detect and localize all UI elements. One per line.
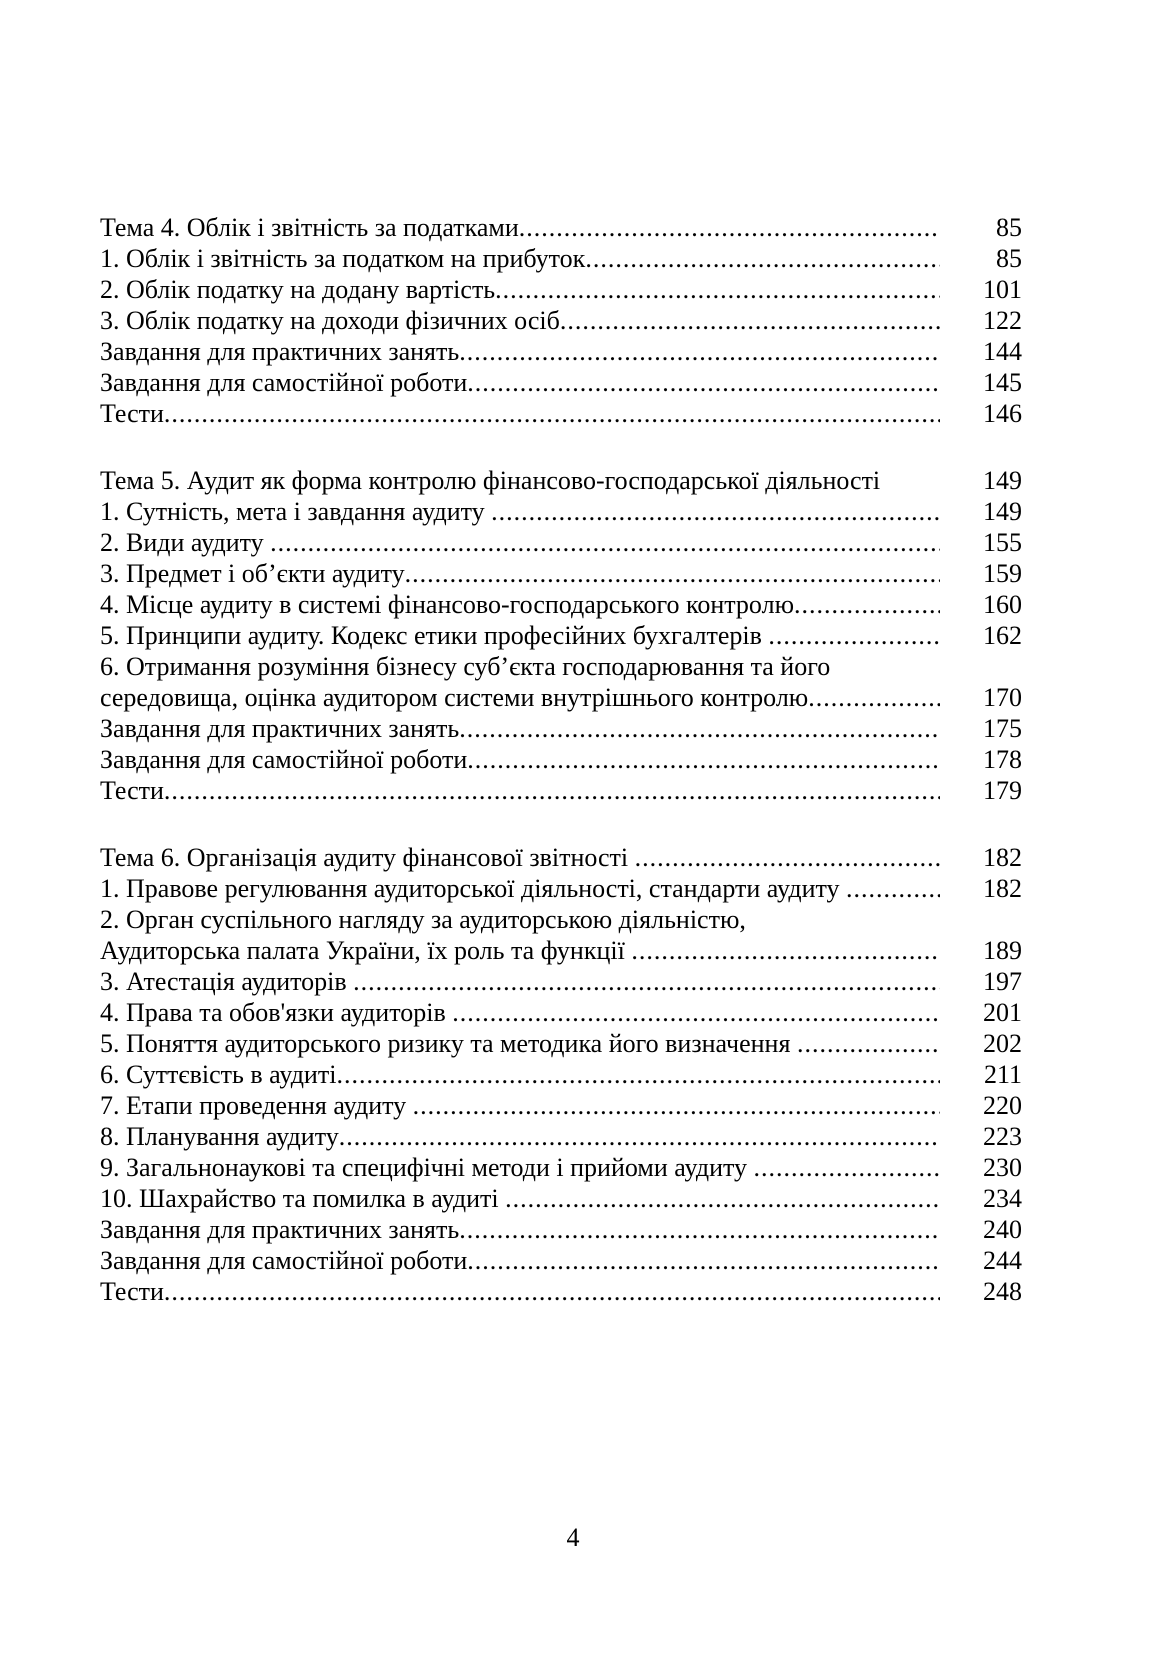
toc-entry xyxy=(100,336,1022,367)
dot-leader xyxy=(467,744,940,775)
dot-leader xyxy=(768,620,940,651)
toc-entry xyxy=(100,496,1022,527)
toc-entry xyxy=(100,651,1022,682)
toc-entry-text: Завдання для практичних занять xyxy=(100,714,460,743)
toc-entry-text: 6. Суттєвість в аудиті xyxy=(100,1060,337,1089)
toc-entry-text: Тести xyxy=(100,1277,164,1306)
toc-entry xyxy=(100,682,1022,713)
toc-entry xyxy=(100,1276,1022,1307)
dot-leader xyxy=(467,1245,940,1276)
toc-entry-text: Завдання для практичних занять xyxy=(100,1215,460,1244)
toc-entry xyxy=(100,966,1022,997)
dot-leader xyxy=(459,1214,940,1245)
toc-entry-text: 10. Шахрайство та помилка в аудиті xyxy=(100,1184,506,1213)
toc-entry xyxy=(100,1090,1022,1121)
dot-leader xyxy=(164,775,940,806)
toc-entry-text: 8. Планування аудиту xyxy=(100,1122,339,1151)
toc-entry-page: 101 xyxy=(983,275,1022,304)
toc-entry-text: Тести xyxy=(100,776,164,805)
toc-entry-page: 170 xyxy=(983,683,1022,712)
toc-entry xyxy=(100,465,1022,496)
toc-entry-text: 4. Права та обов'язки аудиторів xyxy=(100,998,453,1027)
toc-entry-text: 4. Місце аудиту в системі фінансово-господарського контролю xyxy=(100,590,794,619)
toc-entry-text: середовища, оцінка аудитором системи внутрішнього контролю xyxy=(100,683,809,712)
toc-entry-page: 240 xyxy=(983,1215,1022,1244)
toc-entry-page: 201 xyxy=(983,998,1022,1027)
toc-entry xyxy=(100,527,1022,558)
dot-leader xyxy=(270,527,940,558)
toc-entry-page: 223 xyxy=(983,1122,1022,1151)
toc-entry-text: 2. Орган суспільного нагляду за аудиторською діяльністю, xyxy=(100,905,746,934)
toc-entry-page: 144 xyxy=(983,337,1022,366)
toc-entry-text: 1. Сутність, мета і завдання аудиту xyxy=(100,497,492,526)
dot-leader xyxy=(505,1183,940,1214)
toc-section xyxy=(100,465,1022,806)
toc-entry xyxy=(100,620,1022,651)
toc-entry xyxy=(100,1183,1022,1214)
toc-entry-text: 5. Поняття аудиторського ризику та методика його визначення xyxy=(100,1029,797,1058)
toc-entry xyxy=(100,398,1022,429)
toc-entry-page: 202 xyxy=(983,1029,1022,1058)
dot-leader xyxy=(405,558,940,589)
toc-entry xyxy=(100,1059,1022,1090)
toc-entry-text: 9. Загальнонаукові та специфічні методи і прийоми аудиту xyxy=(100,1153,754,1182)
dot-leader xyxy=(459,713,940,744)
toc-entry-page: 178 xyxy=(983,745,1022,774)
toc-entry-page: 179 xyxy=(983,776,1022,805)
toc-entry-page: 159 xyxy=(983,559,1022,588)
toc-entry xyxy=(100,212,1022,243)
toc-entry-text: Тести xyxy=(100,399,164,428)
toc-entry xyxy=(100,713,1022,744)
toc-entry-page: 149 xyxy=(983,497,1022,526)
toc-entry-text: 1. Правове регулювання аудиторської діяльності, стандарти аудиту xyxy=(100,874,847,903)
toc-entry-text: 3. Предмет і об’єкти аудиту xyxy=(100,559,405,588)
toc-entry-text: Тема 6. Організація аудиту фінансової звітності xyxy=(100,843,635,872)
toc-entry-text: 3. Облік податку на доходи фізичних осіб xyxy=(100,306,560,335)
toc-entry-text: 2. Види аудиту xyxy=(100,528,271,557)
toc-entry-page: 85 xyxy=(996,213,1022,242)
dot-leader xyxy=(635,842,940,873)
dot-leader xyxy=(794,589,940,620)
dot-leader xyxy=(413,1090,940,1121)
toc-entry-page: 175 xyxy=(983,714,1022,743)
toc-entry-text: 5. Принципи аудиту. Кодекс етики професійних бухгалтерів xyxy=(100,621,769,650)
toc-entry-text: 2. Облік податку на додану вартість xyxy=(100,275,496,304)
dot-leader xyxy=(491,496,940,527)
toc-entry-page: 122 xyxy=(983,306,1022,335)
toc-entry-text: Завдання для самостійної роботи xyxy=(100,368,468,397)
footer-page-number: 4 xyxy=(566,1523,580,1552)
toc-entry-page: 220 xyxy=(983,1091,1022,1120)
toc-entry-page: 244 xyxy=(983,1246,1022,1275)
dot-leader xyxy=(495,274,940,305)
dot-leader xyxy=(353,966,940,997)
toc-entry xyxy=(100,744,1022,775)
toc-entry xyxy=(100,274,1022,305)
dot-leader xyxy=(336,1059,940,1090)
table-of-contents xyxy=(100,212,1022,1307)
toc-entry-page: 182 xyxy=(983,843,1022,872)
toc-entry-page: 230 xyxy=(983,1153,1022,1182)
toc-entry-page: 189 xyxy=(983,936,1022,965)
dot-leader xyxy=(164,398,940,429)
toc-entry-page: 155 xyxy=(983,528,1022,557)
toc-entry-page: 197 xyxy=(983,967,1022,996)
dot-leader xyxy=(585,243,940,274)
toc-entry xyxy=(100,1121,1022,1152)
toc-entry-text: Аудиторська палата України, їх роль та функції xyxy=(100,936,632,965)
toc-entry xyxy=(100,558,1022,589)
dot-leader xyxy=(560,305,940,336)
toc-entry xyxy=(100,997,1022,1028)
toc-entry xyxy=(100,842,1022,873)
dot-leader xyxy=(519,212,940,243)
toc-entry xyxy=(100,367,1022,398)
toc-entry-page: 211 xyxy=(983,1060,1022,1089)
toc-entry-page: 234 xyxy=(983,1184,1022,1213)
toc-entry-text: Завдання для самостійної роботи xyxy=(100,1246,468,1275)
toc-entry-text: Завдання для самостійної роботи xyxy=(100,745,468,774)
toc-section xyxy=(100,842,1022,1307)
dot-leader xyxy=(452,997,940,1028)
toc-entry xyxy=(100,243,1022,274)
toc-section xyxy=(100,212,1022,429)
toc-entry-text: Тема 4. Облік і звітність за податками xyxy=(100,213,519,242)
dot-leader xyxy=(846,873,940,904)
dot-leader xyxy=(631,935,940,966)
toc-entry-page: 182 xyxy=(983,874,1022,903)
toc-entry-page: 248 xyxy=(983,1277,1022,1306)
toc-entry xyxy=(100,775,1022,806)
toc-entry xyxy=(100,1245,1022,1276)
toc-entry xyxy=(100,935,1022,966)
toc-entry-text: 7. Етапи проведення аудиту xyxy=(100,1091,413,1120)
toc-entry-text: 6. Отримання розуміння бізнесу суб’єкта господарювання та його xyxy=(100,652,831,681)
toc-entry-page: 146 xyxy=(983,399,1022,428)
toc-entry xyxy=(100,1028,1022,1059)
dot-leader xyxy=(459,336,940,367)
toc-entry xyxy=(100,589,1022,620)
dot-leader xyxy=(808,682,940,713)
toc-entry-page: 160 xyxy=(983,590,1022,619)
toc-entry-page: 85 xyxy=(996,244,1022,273)
toc-entry-text: 1. Облік і звітність за податком на прибуток xyxy=(100,244,586,273)
toc-entry-text: Завдання для практичних занять xyxy=(100,337,460,366)
toc-entry xyxy=(100,305,1022,336)
toc-entry xyxy=(100,904,1022,935)
toc-entry-text: 3. Атестація аудиторів xyxy=(100,967,354,996)
toc-entry xyxy=(100,1152,1022,1183)
dot-leader xyxy=(467,367,940,398)
dot-leader xyxy=(797,1028,940,1059)
dot-leader xyxy=(339,1121,940,1152)
toc-entry-page: 162 xyxy=(983,621,1022,650)
toc-entry xyxy=(100,1214,1022,1245)
toc-entry-page: 145 xyxy=(983,368,1022,397)
toc-entry-text: Тема 5. Аудит як форма контролю фінансово-господарської діяльності xyxy=(100,466,881,495)
toc-entry-page: 149 xyxy=(983,466,1022,495)
dot-leader xyxy=(754,1152,940,1183)
dot-leader xyxy=(164,1276,940,1307)
toc-entry xyxy=(100,873,1022,904)
